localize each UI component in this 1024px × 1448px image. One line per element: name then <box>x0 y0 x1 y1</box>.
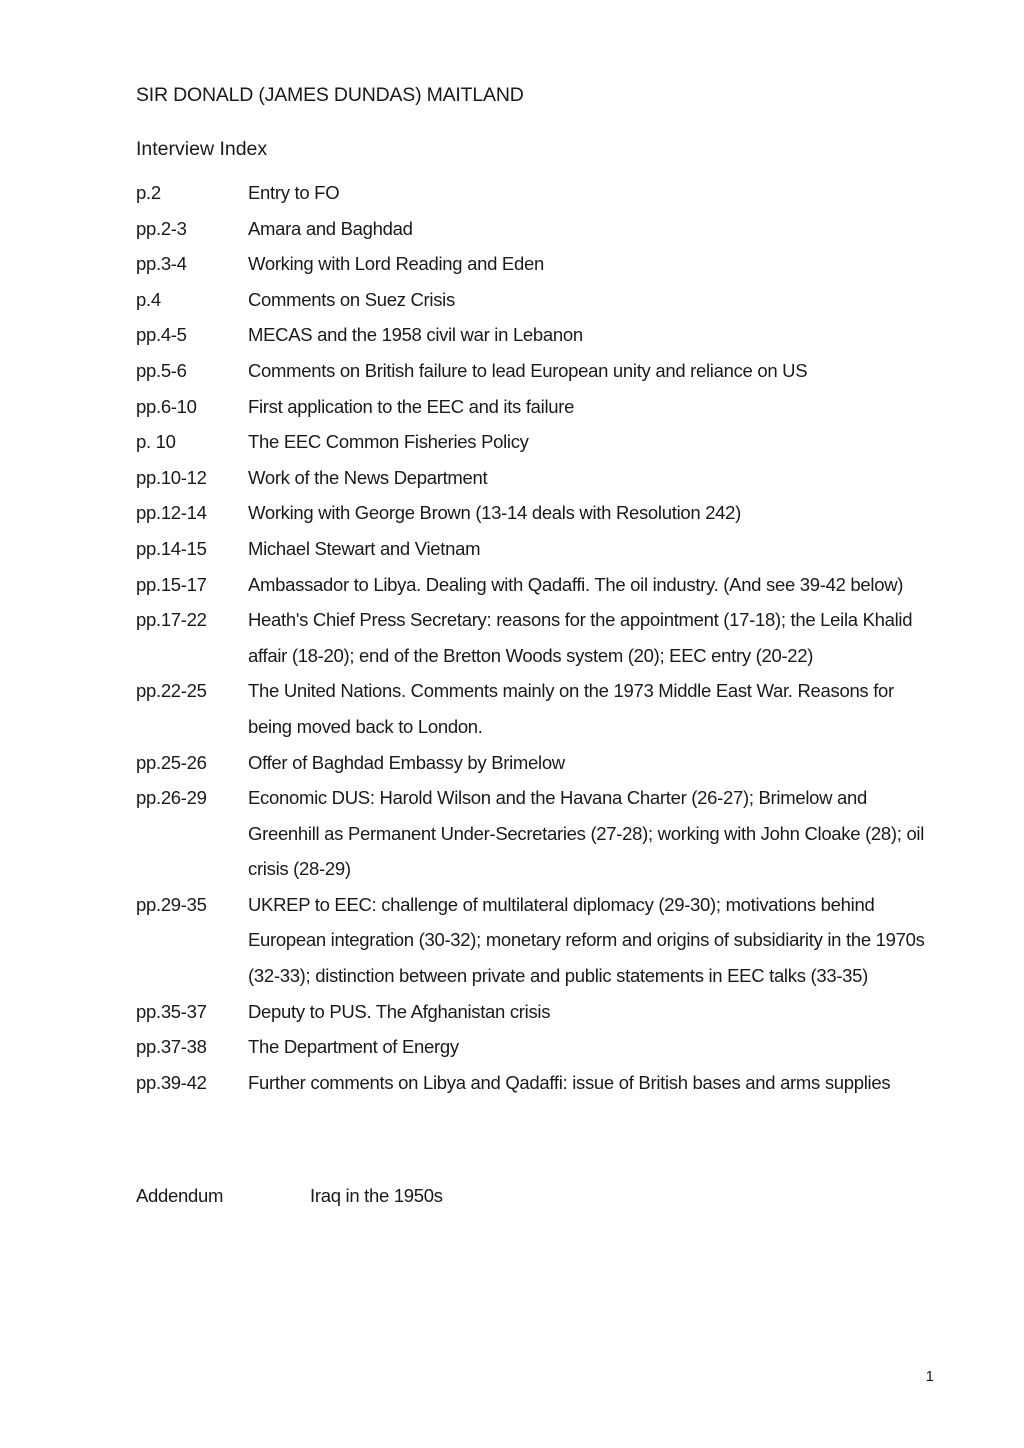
index-entry-topic: The Department of Energy <box>248 1036 459 1058</box>
index-entry-pages: pp.25-26 <box>136 751 207 773</box>
index-entry-pages: pp.4-5 <box>136 324 187 346</box>
index-entry-pages: pp.15-17 <box>136 573 207 595</box>
index-entry-topic: UKREP to EEC: challenge of multilateral diplomacy (29-30); motivations behind European integration (30-32); monetary reform and origins of subsidiarity in the 1970s (32-33); distinction between private and public statements in EEC talks (33-35) <box>248 893 925 987</box>
index-entry-topic: Ambassador to Libya. Dealing with Qadaffi. The oil industry. (And see 39-42 below) <box>248 573 904 595</box>
document-subtitle: Interview Index <box>136 138 268 160</box>
index-entry-pages: pp.14-15 <box>136 537 207 559</box>
interview-index-list <box>136 175 936 1100</box>
index-entry-pages: pp.29-35 <box>136 893 207 915</box>
index-entry-pages: pp.22-25 <box>136 680 207 702</box>
index-entry-pages: pp.6-10 <box>136 395 197 417</box>
index-entry-topic: MECAS and the 1958 civil war in Lebanon <box>248 324 583 346</box>
index-entry-topic: Michael Stewart and Vietnam <box>248 537 481 559</box>
index-entry-topic: Deputy to PUS. The Afghanistan crisis <box>248 1000 551 1022</box>
index-entry <box>136 673 936 744</box>
index-entry-topic: Further comments on Libya and Qadaffi: issue of British bases and arms supplies <box>248 1071 891 1093</box>
index-entry-topic: Entry to FO <box>248 182 340 203</box>
index-entry <box>136 353 936 389</box>
index-entry-topic: Comments on British failure to lead European unity and reliance on US <box>248 359 808 381</box>
index-entry-topic: Economic DUS: Harold Wilson and the Havana Charter (26-27); Brimelow and Greenhill as Permanent Under-Secretaries (27-28); working with John Cloake (28); oil crisis (28-29) <box>248 787 925 880</box>
addendum-row <box>136 1180 443 1212</box>
index-entry <box>136 887 936 994</box>
index-entry-pages: pp.39-42 <box>136 1071 207 1093</box>
index-entry <box>136 246 936 282</box>
index-entry <box>136 175 936 211</box>
index-entry-pages: pp.3-4 <box>136 253 187 275</box>
index-entry-pages: p. 10 <box>136 431 176 453</box>
index-entry-topic: Working with George Brown (13-14 deals with Resolution 242) <box>248 502 742 524</box>
index-entry-topic: Amara and Baghdad <box>248 217 413 239</box>
index-entry <box>136 1029 936 1065</box>
index-entry <box>136 1065 936 1101</box>
index-entry <box>136 495 936 531</box>
index-entry-pages: pp.35-37 <box>136 1000 207 1022</box>
document-title: SIR DONALD (JAMES DUNDAS) MAITLAND <box>136 84 524 106</box>
index-entry <box>136 567 936 603</box>
index-entry <box>136 780 936 887</box>
index-entry <box>136 531 936 567</box>
index-entry <box>136 282 936 318</box>
index-entry-topic: Offer of Baghdad Embassy by Brimelow <box>248 751 565 773</box>
page-number: 1 <box>925 1368 934 1385</box>
index-entry-topic: The United Nations. Comments mainly on the 1973 Middle East War. Reasons for being moved back to London. <box>248 680 894 737</box>
index-entry <box>136 211 936 247</box>
index-entry <box>136 389 936 425</box>
index-entry-topic: First application to the EEC and its failure <box>248 395 575 417</box>
addendum-label: Addendum <box>136 1185 224 1206</box>
index-entry-topic: Working with Lord Reading and Eden <box>248 253 544 275</box>
index-entry-pages: pp.10-12 <box>136 466 207 488</box>
index-entry-pages: p.2 <box>136 182 161 203</box>
index-entry-pages: p.4 <box>136 288 161 310</box>
index-entry-topic: The EEC Common Fisheries Policy <box>248 431 529 453</box>
index-entry-topic: Work of the News Department <box>248 466 488 488</box>
index-entry-pages: pp.37-38 <box>136 1036 207 1058</box>
index-entry <box>136 602 936 673</box>
index-entry-pages: pp.26-29 <box>136 787 207 809</box>
index-entry <box>136 424 936 460</box>
addendum-topic: Iraq in the 1950s <box>310 1185 443 1206</box>
index-entry <box>136 994 936 1030</box>
index-entry-topic: Heath's Chief Press Secretary: reasons for the appointment (17-18); the Leila Khalid affair (18-20); end of the Bretton Woods system (20); EEC entry (20-22) <box>248 609 913 666</box>
index-entry-topic: Comments on Suez Crisis <box>248 288 455 310</box>
index-entry-pages: pp.17-22 <box>136 609 207 631</box>
index-entry-pages: pp.5-6 <box>136 359 187 381</box>
index-entry <box>136 317 936 353</box>
index-entry-pages: pp.12-14 <box>136 502 207 524</box>
index-entry-pages: pp.2-3 <box>136 217 187 239</box>
index-entry <box>136 460 936 496</box>
index-entry <box>136 745 936 781</box>
